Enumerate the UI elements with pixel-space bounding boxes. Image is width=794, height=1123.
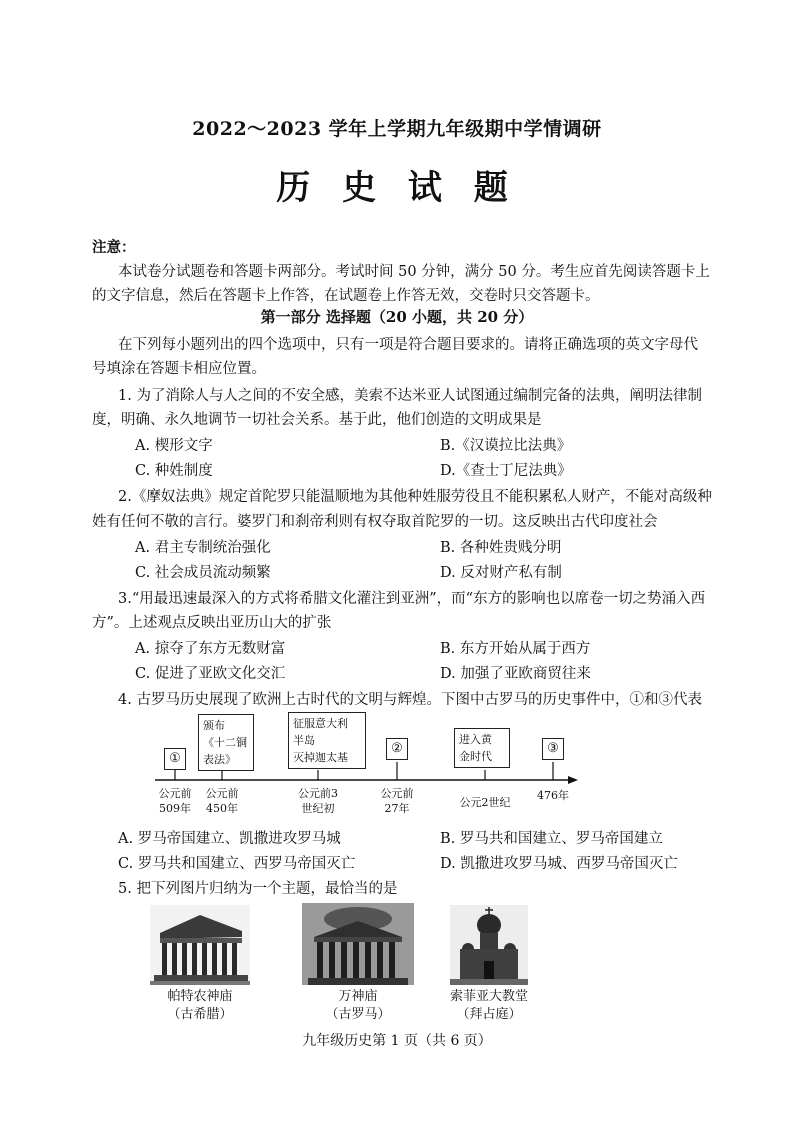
date-text: 世纪初 xyxy=(301,802,335,815)
notice-line-2: 的文字信息，然后在答题卡上作答，在试题卷上作答无效，交卷时只交答题卡。 xyxy=(92,288,600,304)
q2-option-d: D. 反对财产私有制 xyxy=(440,565,562,581)
q1-stem-1: 1. 为了消除人与人之间的不安全感，美索不达米亚人试图通过编制完备的法典，阐明法律制 xyxy=(118,388,702,404)
date-text: 公元前 xyxy=(205,787,239,800)
timeline-figure xyxy=(140,712,580,817)
caption-parthenon xyxy=(140,988,260,1024)
q3-option-a: A. 掠夺了东方无数财富 xyxy=(135,641,286,657)
timeline-date-2nd-century: 公元2世纪 xyxy=(459,796,511,809)
q4-option-c: C. 罗马共和国建立、西罗马帝国灭亡 xyxy=(118,856,356,872)
timeline-date-476: 476年 xyxy=(537,789,569,802)
q2-stem-2: 姓有任何不敬的言行。婆罗门和刹帝利则有权夺取首陀罗的一切。这反映出古代印度社会 xyxy=(92,514,658,530)
event-text: 表法》 xyxy=(203,753,236,766)
cathedral-icon xyxy=(450,905,528,985)
parthenon-image xyxy=(150,905,250,985)
pantheon-icon xyxy=(302,903,414,985)
q4-option-d: D. 凯撒进攻罗马城、西罗马帝国灭亡 xyxy=(440,856,678,872)
exam-header-title: 2022～2023 学年上学期九年级期中学情调研 xyxy=(192,118,602,140)
caption-text: （古希腊） xyxy=(167,1007,233,1022)
event-text: 进入黄 xyxy=(459,733,492,746)
q1-option-a: A. 楔形文字 xyxy=(135,438,213,454)
parthenon-icon xyxy=(150,905,250,985)
q3-stem-2: 方”。上述观点反映出亚历山大的扩张 xyxy=(92,615,332,631)
event-text: 金时代 xyxy=(459,750,492,763)
q3-option-c: C. 促进了亚欧文化交汇 xyxy=(135,666,286,682)
date-text: 509年 xyxy=(159,802,191,815)
timeline-marker-2: ② xyxy=(386,738,408,760)
date-text: 公元前3 xyxy=(298,787,338,800)
timeline-event-twelve-tables xyxy=(198,714,254,771)
subject-title: 历 史 试 题 xyxy=(276,168,518,208)
timeline-date-509bc xyxy=(152,786,198,816)
q1-option-d: D.《查士丁尼法典》 xyxy=(440,463,572,479)
q1-option-b: B.《汉谟拉比法典》 xyxy=(440,438,572,454)
q4-option-a: A. 罗马帝国建立、凯撒进攻罗马城 xyxy=(118,831,341,847)
sophia-cathedral-image xyxy=(450,905,528,985)
q2-stem-1: 2.《摩奴法典》规定首陀罗只能温顺地为其他种姓服劳役且不能积累私人财产，不能对高级种 xyxy=(118,489,712,505)
q2-option-c: C. 社会成员流动频繁 xyxy=(135,565,271,581)
event-text: 征服意大利 xyxy=(293,717,348,730)
caption-pantheon xyxy=(298,988,418,1024)
q4-option-b: B. 罗马共和国建立、罗马帝国建立 xyxy=(440,831,663,847)
q1-option-c: C. 种姓制度 xyxy=(135,463,213,479)
page-footer: 九年级历史第 1 页（共 6 页） xyxy=(302,1033,492,1049)
q1-stem-2: 度，明确、永久地调节一切社会关系。基于此，他们创造的文明成果是 xyxy=(92,412,542,428)
caption-text: （古罗马） xyxy=(325,1007,391,1022)
event-text: 颁布 xyxy=(203,719,225,732)
timeline-event-conquest xyxy=(288,712,366,769)
event-text: 灭掉迦太基 xyxy=(293,751,348,764)
timeline-date-27bc xyxy=(374,786,420,816)
notice-label: 注意： xyxy=(92,239,136,256)
timeline-date-3rd-century-bc xyxy=(295,786,341,816)
q4-stem-1: 4. 古罗马历史展现了欧洲上古时代的文明与辉煌。下图中古罗马的历史事件中，①和③代表 xyxy=(118,692,702,708)
section-title: 第一部分 选择题（20 小题，共 20 分） xyxy=(260,308,534,326)
caption-sophia-cathedral xyxy=(429,988,549,1024)
date-text: 公元前 xyxy=(158,787,192,800)
q2-option-a: A. 君主专制统治强化 xyxy=(135,540,271,556)
q3-option-b: B. 东方开始从属于西方 xyxy=(440,641,591,657)
caption-text: 万神庙 xyxy=(338,989,378,1004)
caption-text: 帕特农神庙 xyxy=(167,989,233,1004)
section-instruction-1: 在下列每小题列出的四个选项中，只有一项是符合题目要求的。请将正确选项的英文字母代 xyxy=(118,337,698,353)
timeline-marker-3: ③ xyxy=(542,738,564,760)
date-text: 450年 xyxy=(206,802,238,815)
pantheon-image xyxy=(302,903,414,985)
q3-stem-1: 3.“用最迅速最深入的方式将希腊文化灌注到亚洲”，而“东方的影响也以席卷一切之势涌入西 xyxy=(118,591,706,607)
notice-line-1: 本试卷分试题卷和答题卡两部分。考试时间 50 分钟，满分 50 分。考生应首先阅读答题卡上 xyxy=(118,264,710,280)
section-instruction-2: 号填涂在答题卡相应位置。 xyxy=(92,361,266,377)
q5-stem-1: 5. 把下列图片归纳为一个主题，最恰当的是 xyxy=(118,881,398,897)
q2-option-b: B. 各种姓贵贱分明 xyxy=(440,540,562,556)
event-text: 《十二铜 xyxy=(203,736,247,749)
q3-option-d: D. 加强了亚欧商贸往来 xyxy=(440,666,591,682)
caption-text: （拜占庭） xyxy=(456,1007,522,1022)
event-text: 半岛 xyxy=(293,734,315,747)
caption-text: 索菲亚大教堂 xyxy=(449,989,528,1004)
timeline-date-450bc xyxy=(199,786,245,816)
timeline-marker-1: ① xyxy=(164,748,186,770)
date-text: 27年 xyxy=(384,802,410,815)
date-text: 公元前 xyxy=(380,787,414,800)
timeline-event-golden-age xyxy=(454,728,510,768)
